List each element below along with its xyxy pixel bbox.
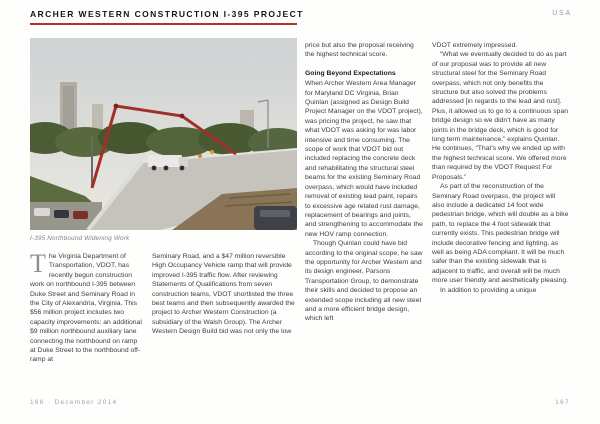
- paragraph: When Archer Western Area Manager for Maryland DC Virginia, Brian Quinlan (assigned as Design Build Project Manager on the VDOT project), was pricing the project, he saw that what VDOT was asking for was labor intensive and time consuming. The scope of work that VDOT bid out included replacing the concrete deck and rehabilitating the structural steel beams for the existing Seminary Road overpass, which would have included removal of existing lead paint, repairs to excessive age related rust damage, replacement of bearings and joints, and strengthening to accommodate the new HOV ramp connection.: [305, 80, 423, 238]
- region-label: USA: [552, 10, 572, 17]
- dropcap: T: [30, 249, 46, 278]
- paragraph: Seminary Road, and a $47 million reversible High Occupancy Vehicle ramp that will provide improved I-395 traffic flow. After reviewing Statements of Qualifications from seven construction teams, VDOT shortlisted the three best teams and then subsequently awarded the project to Archer Western Construction (a subsidiary of the Walsh Group). The Archer Western Design Build bid was not only the low: [152, 253, 295, 336]
- paragraph: price but also the proposal receiving the highest technical score.: [305, 42, 414, 59]
- worker: [210, 150, 214, 154]
- paragraph: As part of the reconstruction of the Seminary Road overpass, the project will also include a dedicated 14 foot wide pedestrian bridge, which will double as a bike path, to replace the 4 foot sidewalk that currently exists. This pedestrian bridge will include decorative fencing and lighting, as well as being ADA compliant. It will be much safer than the existing sidewalk that is adjacent to traffic, and overall will be much more user friendly and aesthetically pleasing.: [432, 183, 569, 285]
- worker: [198, 154, 202, 158]
- suv: [254, 206, 297, 230]
- section-heading: Going Beyond Expectations: [305, 69, 396, 77]
- article-column-1: [30, 249, 142, 365]
- paragraph: In addition to providing a unique: [440, 286, 537, 294]
- paragraph: VDOT extremely impressed.: [432, 42, 518, 49]
- article-column-2: [152, 252, 298, 337]
- photo-caption: I-395 Northbound Widening Work: [30, 235, 130, 242]
- page-title: ARCHER WESTERN CONSTRUCTION I-395 PROJECT: [30, 9, 304, 19]
- article-column-4: [432, 41, 569, 295]
- lead-paragraph: The Virginia Department of Transportation, VDOT, has recently begun construction work on northbound I-395 between Duke Street and Seminary Road in the City of Alexandria, Virginia. This $56 million project includes two capacity improvements: an additional $9 million northbound auxiliary lane connecting the northbound on ramp at Duke Street to the northbound off-ramp at: [30, 249, 142, 364]
- folio-left: 166 · December 2014: [30, 399, 118, 406]
- pump-truck: [148, 155, 182, 167]
- paragraph: “What we eventually decided to do as part of our proposal was to provide all new structural steel for the Seminary Road overpass, which not only benefits the structure but also solved the problems addressed [in regards to the lead and rust]. Plus, it allowed us to go to a continuous span bridge design so we didn’t have as many joints in the bridge deck, which is good for long term maintenance,” explains Quinlan. He continues, “That’s why we ended up with the highest technical score. We offered more than required by the VDOT Request For Proposals.”: [432, 51, 569, 181]
- i395-construction-photo: [30, 38, 297, 230]
- article-column-3: [305, 41, 423, 324]
- paragraph: Though Quinlan could have bid according to the original scope, he saw the opportunity for Archer Western and its design engineer, Parsons Transportation Group, to demonstrate their skills and decided to propose an extended scope including all new steel and a more efficient bridge design, which left: [305, 240, 423, 323]
- header-accent-rule: [30, 23, 297, 25]
- folio-right: 167: [555, 399, 570, 406]
